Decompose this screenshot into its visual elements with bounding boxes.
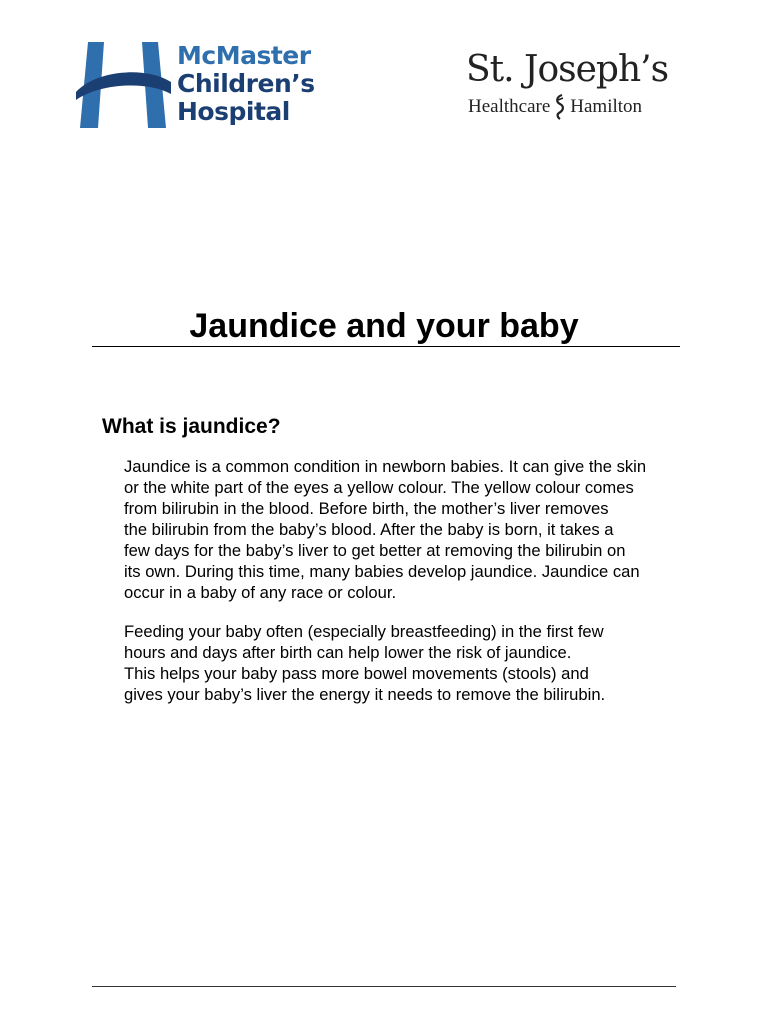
paragraph-line: occur in a baby of any race or colour. [124,583,397,602]
st-josephs-wordmark: St. Joseph’s [466,49,669,90]
section-heading: What is jaundice? [102,415,281,438]
paragraph-feeding [124,621,694,705]
document-header [0,0,768,160]
paragraph-line: gives your baby’s liver the energy it needs to remove the bilirubin. [124,685,606,704]
mcmaster-childrens-hospital-logo [76,42,326,132]
paragraph-line: Feeding your baby often (especially breastfeeding) in the first few [124,622,604,641]
mcmaster-wordmark [177,42,315,126]
paragraph-line: This helps your baby pass more bowel movements (stools) and [124,664,589,683]
paragraph-line: its own. During this time, many babies develop jaundice. Jaundice can [124,562,640,581]
mcmaster-h-arch-icon [76,42,171,128]
paragraph-line: the bilirubin from the baby’s blood. After the baby is born, it takes a [124,520,614,539]
st-josephs-subtitle [468,94,642,120]
hospital-wordmark-line: Hospital [177,97,290,126]
st-josephs-healthcare-logo [466,49,669,130]
paragraph-line: few days for the baby’s liver to get better at removing the bilirubin on [124,541,626,560]
paragraph-line: from bilirubin in the blood. Before birth, the mother’s liver removes [124,499,609,518]
healthcare-label: Healthcare [468,96,551,117]
paragraph-line: Jaundice is a common condition in newborn babies. It can give the skin [124,457,647,476]
st-josephs-emblem-icon [554,94,566,120]
title-underline-divider [92,346,680,347]
childrens-wordmark-line: Children’s [177,69,315,98]
paragraph-line: hours and days after birth can help lower the risk of jaundice. [124,643,572,662]
document-title: Jaundice and your baby [189,307,579,345]
footer-divider [92,986,676,987]
paragraph-what-is-jaundice [124,456,694,603]
mcmaster-wordmark-line: McMaster [177,41,311,70]
hamilton-label: Hamilton [570,96,643,117]
paragraph-line: or the white part of the eyes a yellow colour. The yellow colour comes [124,478,634,497]
